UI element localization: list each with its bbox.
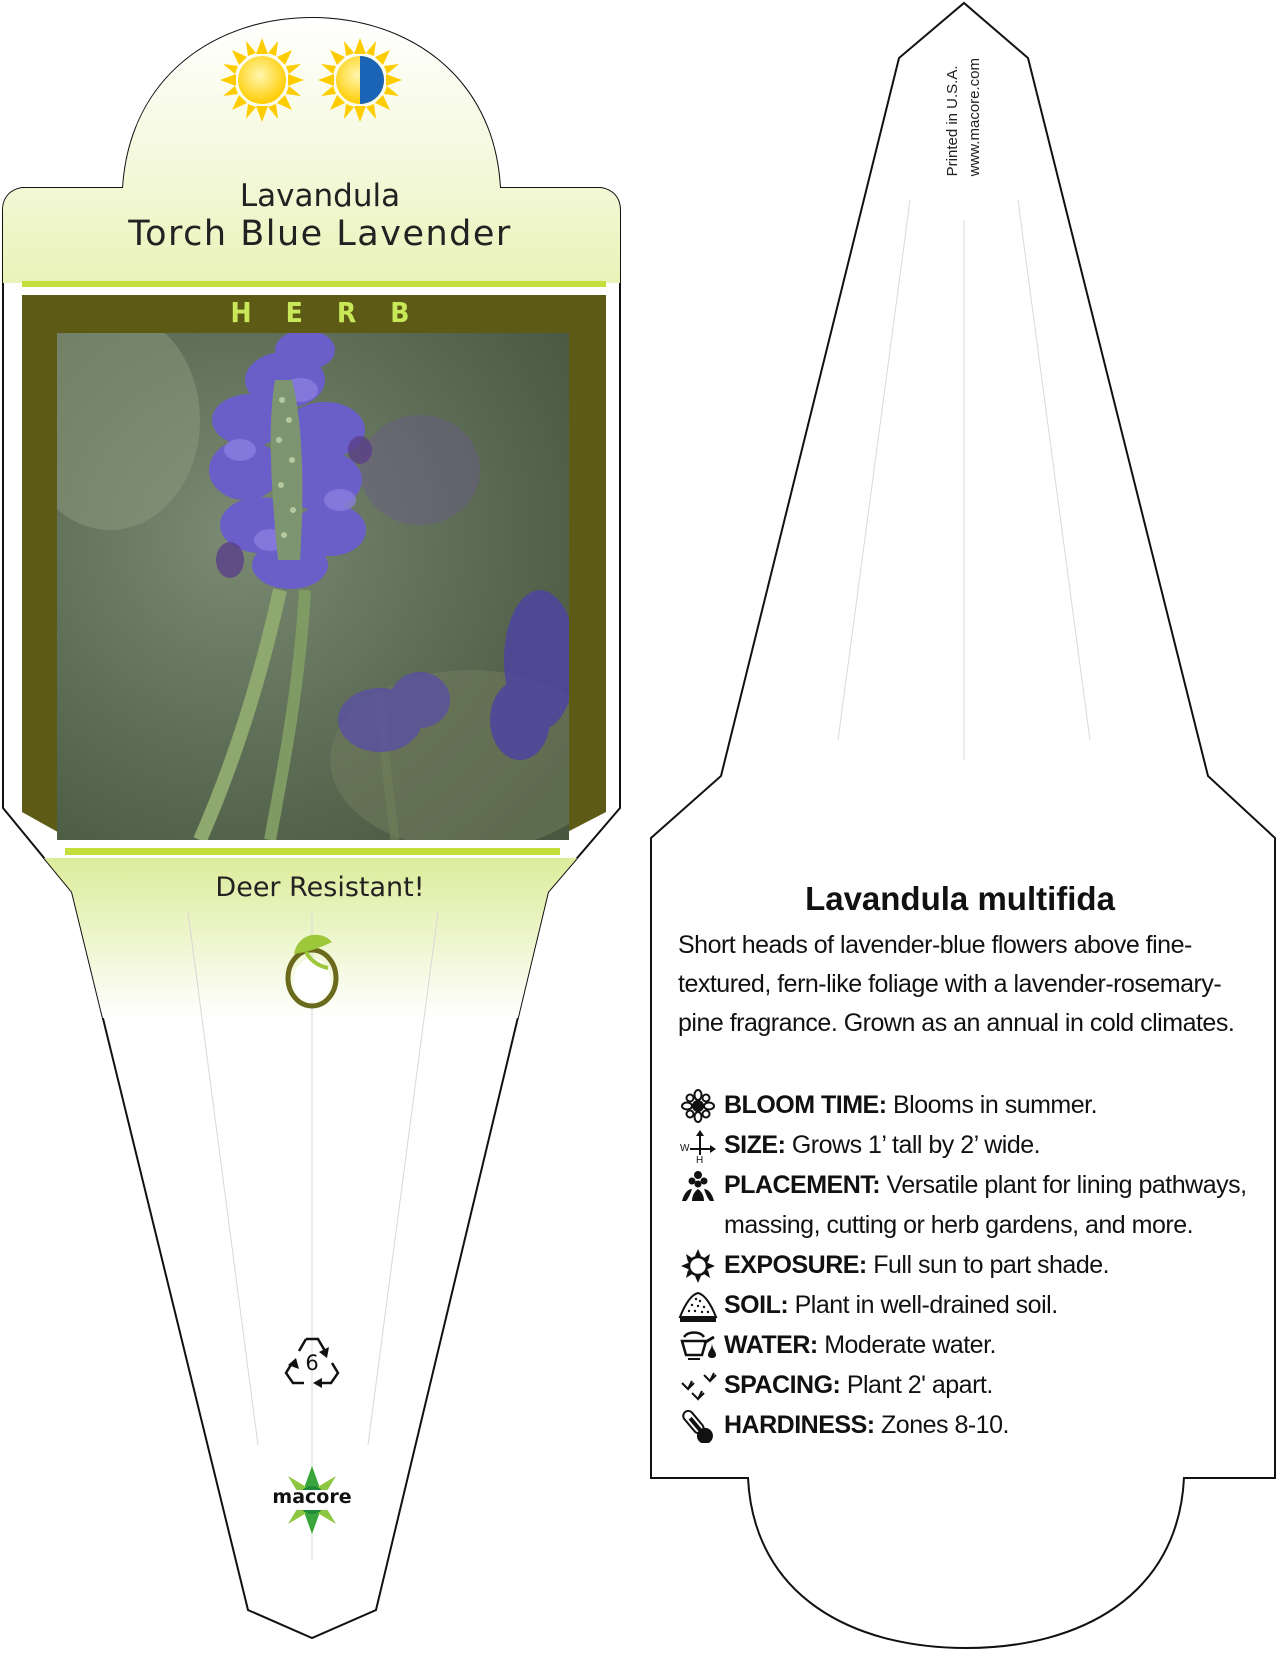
feature-text: Deer Resistant! bbox=[215, 872, 425, 903]
care-item-hardiness: HARDINESS: Zones 8-10. bbox=[678, 1405, 1258, 1445]
recycle-code: 6 bbox=[305, 1351, 319, 1375]
bottom-accent-bar bbox=[65, 848, 560, 855]
bloom-icon bbox=[678, 1089, 718, 1123]
lavender-flower-photo bbox=[20, 310, 610, 850]
top-accent-bar bbox=[22, 281, 606, 287]
care-item-soil: SOIL: Plant in well-drained soil. bbox=[678, 1285, 1258, 1325]
placement-icon bbox=[678, 1169, 718, 1203]
soil-icon bbox=[678, 1289, 718, 1323]
svg-text:W: W bbox=[680, 1143, 689, 1154]
plant-description: Short heads of lavender-blue flowers above fine-textured, fern-like foliage with a lavender-rosemary-pine fragrance. Grown as an annual in cold climates. bbox=[678, 931, 1235, 1037]
care-item-water: WATER: Moderate water. bbox=[678, 1325, 1258, 1365]
print-info bbox=[942, 58, 986, 176]
part-sun-icon bbox=[318, 38, 402, 122]
category-label: HERB bbox=[230, 296, 444, 329]
exposure-icon bbox=[678, 1249, 718, 1283]
water-icon bbox=[678, 1329, 718, 1363]
care-item-placement: PLACEMENT: Versatile plant for lining pathways, massing, cutting or herb gardens, and more. bbox=[678, 1165, 1258, 1245]
full-sun-icon bbox=[220, 38, 304, 122]
botanical-name: Lavandula multifida bbox=[805, 880, 1115, 917]
brand-name: macore bbox=[272, 1486, 352, 1508]
genus-name: Lavandula bbox=[239, 178, 401, 214]
printed-in-text: Printed in U.S.A. bbox=[944, 65, 961, 177]
spacing-icon bbox=[678, 1369, 718, 1403]
care-list bbox=[678, 1085, 1258, 1445]
care-item-size: W H SIZE: Grows 1’ tall by 2’ wide. bbox=[678, 1125, 1258, 1165]
size-icon bbox=[678, 1129, 718, 1163]
svg-text:H: H bbox=[696, 1155, 703, 1163]
care-item-bloom: BLOOM TIME: Blooms in summer. bbox=[678, 1085, 1258, 1125]
care-item-exposure: EXPOSURE: Full sun to part shade. bbox=[678, 1245, 1258, 1285]
hardiness-icon bbox=[678, 1409, 718, 1443]
website-text: www.macore.com bbox=[966, 58, 983, 177]
care-item-spacing: SPACING: Plant 2' apart. bbox=[678, 1365, 1258, 1405]
common-name: Torch Blue Lavender bbox=[128, 214, 512, 254]
